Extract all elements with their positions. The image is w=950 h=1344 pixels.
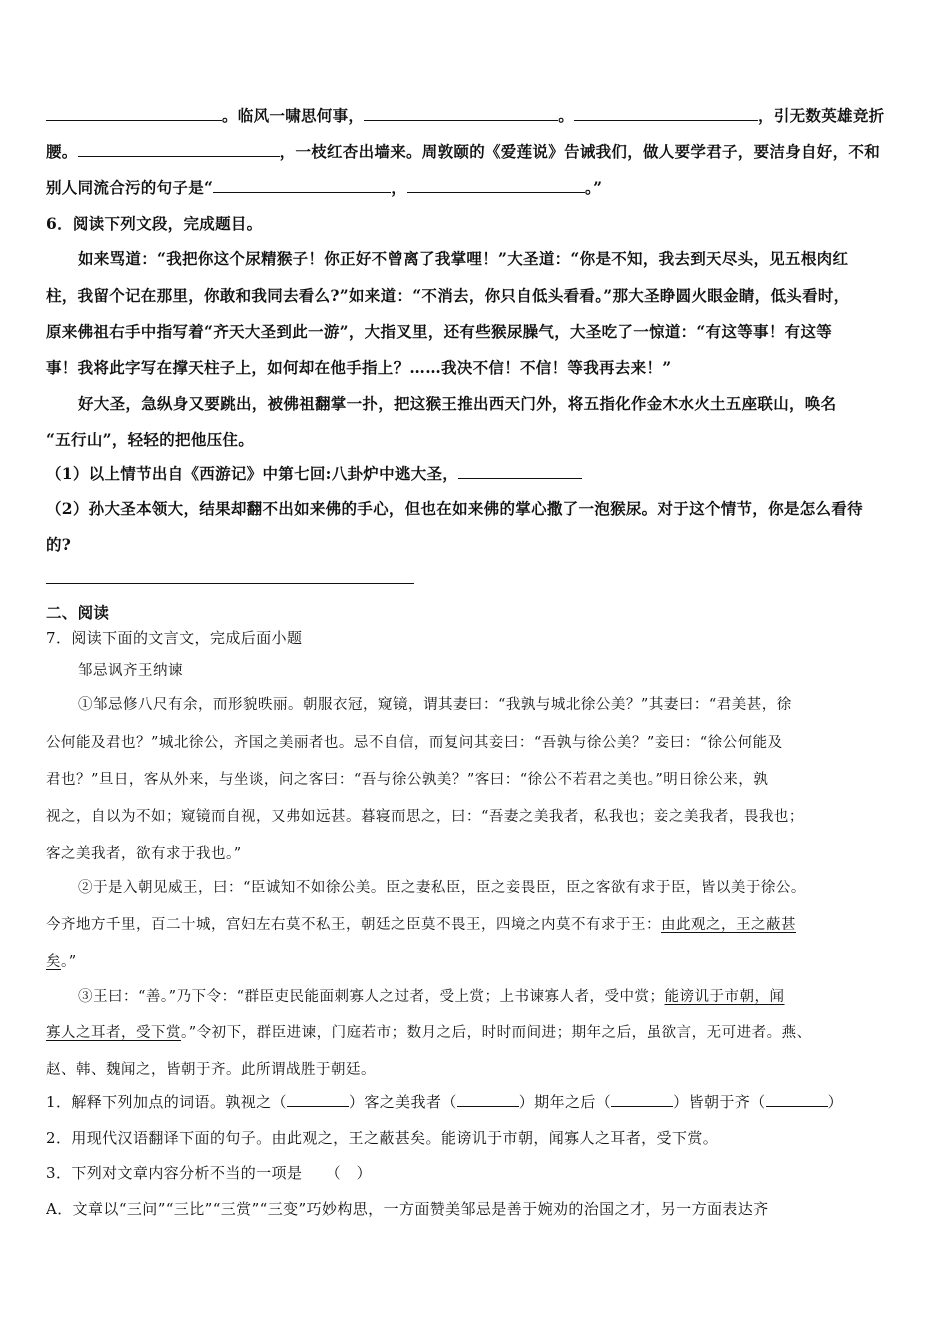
poem-text: ， (391, 178, 408, 197)
poem-text: 。 (558, 106, 575, 125)
answer-blank[interactable] (287, 1094, 349, 1107)
article-p3-line (78, 985, 938, 1006)
article-text: 今齐地方千里，百二十城，宫妇左右莫不私王，朝廷之臣莫不畏王，四境之内莫不有求于王： (46, 917, 661, 933)
poem-text: ，一枝红杏出墙来。周敦颐的《爱莲说》告诫我们，做人要学君子，要洁身自好，不和 (279, 142, 881, 161)
poem-fill-line-2 (46, 140, 906, 162)
answer-blank[interactable] (457, 1094, 519, 1107)
underlined-sentence: 寡人之耳者，受下赏 (46, 1025, 181, 1041)
underlined-sentence: 矣 (46, 954, 61, 970)
poem-fill-line-3 (46, 176, 906, 198)
question-3: 3．下列对文章内容分析不当的一项是 （ ） (46, 1164, 372, 1182)
question-text: ）期年之后（ (518, 1093, 612, 1111)
article-text: ③王曰：“善。”乃下令：“群臣吏民能面刺寡人之过者，受上赏；上书谏寡人者，受中赏； (78, 989, 665, 1005)
question-text: 1．解释下列加点的词语。孰视之（ (46, 1093, 287, 1111)
answer-blank[interactable] (766, 1094, 828, 1107)
article-p1-line: 视之，自以为不如；窥镜而自视，又弗如远甚。暮寝而思之，曰：“吾妻之美我者，私我也；妾之美我者，畏我也； (46, 809, 804, 825)
answer-blank[interactable] (611, 1094, 673, 1107)
q6-para2-line: 好大圣，急纵身又要跳出，被佛祖翻掌一扑，把这猴王推出西天门外，将五指化作金木水火土五座联山，唤名 (78, 394, 837, 413)
article-text: 。” (61, 954, 77, 970)
underlined-sentence: 能谤讥于市朝，闻 (664, 989, 785, 1005)
answer-blank[interactable] (458, 466, 582, 479)
article-title: 邹忌讽齐王纳谏 (78, 663, 183, 679)
article-text: 。”令初下，群臣进谏，门庭若市；数月之后，时时而间进；期年之后，虽欲言，无可进者。燕、 (181, 1025, 812, 1041)
q6-header: 6．阅读下列文段，完成题目。 (46, 214, 263, 233)
article-p1-line: 客之美我者，欲有求于我也。” (46, 846, 242, 862)
q6-sub2-line-2: 的? (46, 535, 72, 554)
answer-blank[interactable] (213, 180, 391, 193)
poem-fill-line-1 (46, 104, 906, 126)
underlined-sentence: 由此观之，王之蔽甚 (661, 917, 796, 933)
article-p2-line (46, 913, 906, 934)
q6-sub1-text: （1）以上情节出自《西游记》中第七回:八卦炉中逃大圣， (46, 464, 459, 483)
article-p2-line: ②于是入朝见威王，曰：“臣诚知不如徐公美。臣之妻私臣，臣之妾畏臣，臣之客欲有求于臣，皆以美于徐公。 (78, 880, 806, 896)
poem-text: 腰。 (46, 142, 78, 161)
answer-blank[interactable] (78, 144, 280, 157)
article-p2-line (46, 950, 906, 971)
answer-blank[interactable] (364, 108, 558, 121)
q6-para1-line: 事！我将此字写在撑天柱子上，如何却在他手指上？……我决不信！不信！等我再去来！” (46, 358, 672, 377)
question-text: ） (827, 1093, 843, 1111)
q6-para1-line: 柱，我留个记在那里，你敢和我同去看么?”如来道：“不消去，你只自低头看看。”那大圣睁圆火眼金睛，低头看时， (46, 286, 850, 305)
q6-para1-line: 原来佛祖右手中指写着“齐天大圣到此一游”，大指叉里，还有些猴尿臊气，大圣吃了一惊道：“有这等事！有这等 (46, 322, 833, 341)
answer-blank[interactable] (46, 108, 222, 121)
answer-line[interactable] (46, 583, 414, 584)
poem-text: ，引无数英雄竞折 (758, 106, 885, 125)
option-a[interactable]: A．文章以“三问”“三比”“三赏”“三变”巧妙构思，一方面赞美邹忌是善于婉劝的治国之才，另一方面表达齐 (46, 1200, 769, 1218)
answer-blank[interactable] (407, 180, 585, 193)
poem-text: 。临风一啸思何事， (222, 106, 365, 125)
question-1 (46, 1091, 906, 1112)
poem-text: 。” (585, 178, 603, 197)
article-p3-line (46, 1021, 906, 1042)
question-2: 2．用现代汉语翻译下面的句子。由此观之，王之蔽甚矣。能谤讥于市朝，闻寡人之耳者，受下赏。 (46, 1129, 719, 1147)
article-p1-line: 公何能及君也？”城北徐公，齐国之美丽者也。忌不自信，而复问其妾曰：“吾孰与徐公美？”妾曰：“徐公何能及 (46, 735, 783, 751)
q7-header: 7．阅读下面的文言文，完成后面小题 (46, 629, 303, 647)
question-text: ）皆朝于齐（ (673, 1093, 766, 1111)
question-text: ）客之美我者（ (348, 1093, 457, 1111)
answer-blank[interactable] (574, 108, 758, 121)
poem-text: 别人同流合污的句子是“ (46, 178, 214, 197)
q6-para1-line: 如来骂道：“我把你这个尿精猴子！你正好不曾离了我掌哩！”大圣道：“你是不知，我去到天尽头，见五根肉红 (78, 249, 849, 268)
article-p1-line: ①邹忌修八尺有余，而形貌昳丽。朝服衣冠，窥镜，谓其妻曰：“我孰与城北徐公美？”其妻曰：“君美甚，徐 (78, 697, 792, 713)
article-p3-line: 赵、韩、魏闻之，皆朝于齐。此所谓战胜于朝廷。 (46, 1062, 376, 1078)
q6-sub2-line-1: （2）孙大圣本领大，结果却翻不出如来佛的手心，但也在如来佛的掌心撒了一泡猴尿。对于这个情节，你是怎么看待 (46, 499, 863, 518)
q6-sub1 (46, 462, 906, 484)
article-p1-line: 君也？”旦日，客从外来，与坐谈，问之客曰：“吾与徐公孰美？”客曰：“徐公不若君之美也。”明日徐公来，孰 (46, 772, 769, 788)
section-title: 二、阅读 (46, 603, 110, 622)
q6-para2-line: “五行山”，轻轻的把他压住。 (46, 430, 255, 449)
